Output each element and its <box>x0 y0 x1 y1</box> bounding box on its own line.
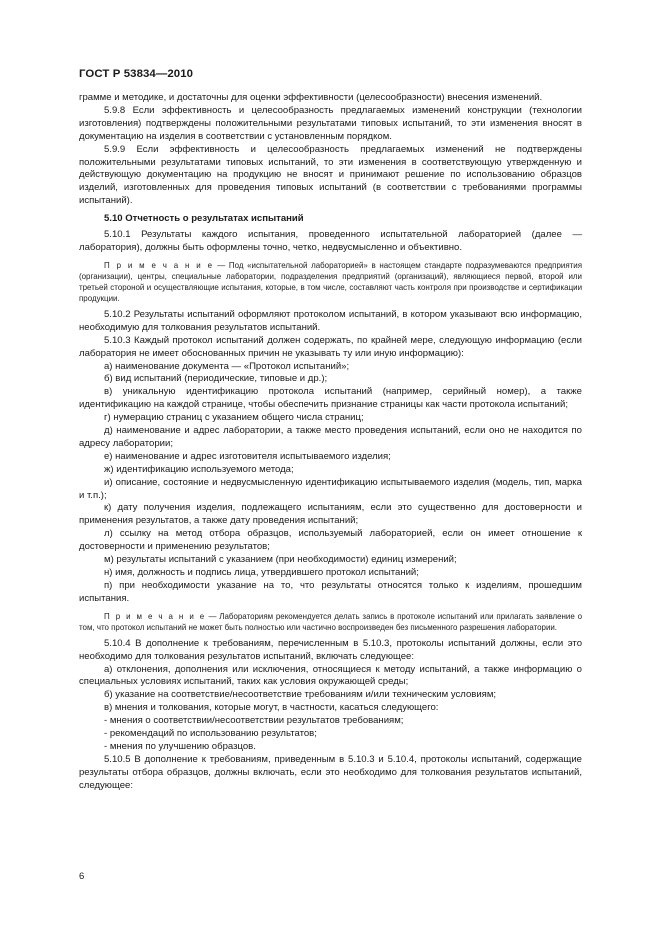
list-item-n: н) имя, должность и подпись лица, утвердившего протокол испытаний; <box>104 567 419 578</box>
list-item-v: в) уникальную идентификацию протокола испытаний (например, серийный номер), а также идентификацию на каждой странице, чтобы обеспечить признание страницы как части протокола испытаний; <box>79 386 582 411</box>
clause-5-9-9: 5.9.9 Если эффективность и целесообразность предлагаемых изменений не подтверждены положительными результатами типовых испытаний, то эти изменения в соответствующую утвержденную и действующую документацию на продукцию не вносят и принимают решение по использованию образцов изделий, изготовленных для проведения типовых испытаний (в соответствии с требованиями программы испытаний). <box>79 143 582 207</box>
clause-5-10-2: 5.10.2 Результаты испытаний оформляют протоколом испытаний, в котором указывают всю информацию, необходимую для толкования результатов испытаний. <box>79 308 582 333</box>
list-item-b: б) вид испытаний (периодические, типовые и др.); <box>104 373 328 385</box>
list-item-b: б) указание на соответствие/несоответствие требованиям и/или техническим условиям; <box>104 689 497 701</box>
clause-5-10-4: 5.10.4 В дополнение к требованиям, перечисленным в 5.10.3, протоколы испытаний должны, если это необходимо для толкования результатов испытаний, включать следующее: <box>79 637 582 662</box>
clause-5-9-8: 5.9.8 Если эффективность и целесообразность предлагаемых изменений конструкции (технологии изготовления) подтверждены положительными результатами типовых испытаний, то эти изменения вносят в документацию на изделия в соответствии с установленным порядком. <box>79 104 582 142</box>
clause-5-10-3: 5.10.3 Каждый протокол испытаний должен содержать, по крайней мере, следующую информацию (если лаборатория не имеет обоснованных причин не указывать ту или иную информацию): <box>79 334 582 359</box>
list-item-e: е) наименование и адрес изготовителя испытываемого изделия; <box>104 450 391 462</box>
list-item-i: и) описание, состояние и недвусмысленную идентификацию испытываемого изделия (модель, тип, марка и т.п.); <box>79 476 582 501</box>
page-body <box>79 92 582 793</box>
list-item-k: к) дату получения изделия, подлежащего испытаниям, если это существенно для достоверности и применения результатов, а также дату проведения испытаний; <box>79 502 582 527</box>
list-item-zh: ж) идентификацию используемого метода; <box>104 463 294 475</box>
note-text: — Под «испытательной лабораторией» в настоящем стандарте подразумеваются предприятия (организации), центры, специальные лаборатории, подразделения предприятий (организаций), являющиеся первой, второй или третьей стороной и осуществляющие испытания, которые, в том числе, составляют часть контроля при производстве и сертификации продукции. <box>79 260 582 303</box>
note-text: — Лабораториям рекомендуется делать запись в протоколе испытаний или прилагать заявление о том, что протокол испытаний не может быть полностью или частично воспроизведен без письменного разрешения лаборатории. <box>79 611 582 632</box>
document-header: ГОСТ Р 53834—2010 <box>79 68 194 80</box>
note-2 <box>79 611 582 633</box>
list-item-p: п) при необходимости указание на то, что результаты относятся только к изделиям, прошедшим испытания. <box>79 579 582 604</box>
list-item-m: м) результаты испытаний с указанием (при необходимости) единиц измерений; <box>104 554 457 566</box>
note-label: П р и м е ч а н и е <box>104 611 206 621</box>
note-1 <box>79 260 582 304</box>
list-item-a: а) отклонения, дополнения или исключения, относящиеся к методу испытаний, а также информацию о специальных условиях испытаний, таких как условия окружающей среды; <box>79 663 582 688</box>
list-item-l: л) ссылку на метод отбора образцов, используемый лабораторией, если он имеет отношение к достоверности и применению результатов; <box>79 528 582 553</box>
clause-5-10-5: 5.10.5 В дополнение к требованиям, приведенным в 5.10.3 и 5.10.4, протоколы испытаний, содержащие результаты отбора образцов, должны включать, если это необходимо для толкования результатов испытаний, следующее: <box>79 753 582 791</box>
dash-item: - мнения о соответствии/несоответствии результатов требованиям; <box>104 715 404 727</box>
note-label: П р и м е ч а н и е <box>104 260 214 270</box>
dash-item: - рекомендаций по использованию результатов; <box>104 728 317 740</box>
list-item-g: г) нумерацию страниц с указанием общего числа страниц; <box>104 412 364 424</box>
section-heading-5-10: 5.10 Отчетность о результатах испытаний <box>104 213 304 225</box>
list-item-a: а) наименование документа — «Протокол испытаний»; <box>104 360 350 372</box>
list-item-v: в) мнения и толкования, которые могут, в частности, касаться следующего: <box>104 702 439 714</box>
clause-5-10-1: 5.10.1 Результаты каждого испытания, проведенного испытательной лабораторией (далее — лаборатория), должны быть оформлены точно, четко, недвусмысленно и объективно. <box>79 229 582 253</box>
dash-item: - мнения по улучшению образцов. <box>104 740 256 752</box>
paragraph: грамме и методике, и достаточны для оценки эффективности (целесообразности) внесения изменений. <box>79 92 543 103</box>
page-number: 6 <box>79 871 85 882</box>
list-item-d: д) наименование и адрес лаборатории, а также место проведения испытаний, если оно не находится по адресу лаборатории; <box>79 425 582 449</box>
